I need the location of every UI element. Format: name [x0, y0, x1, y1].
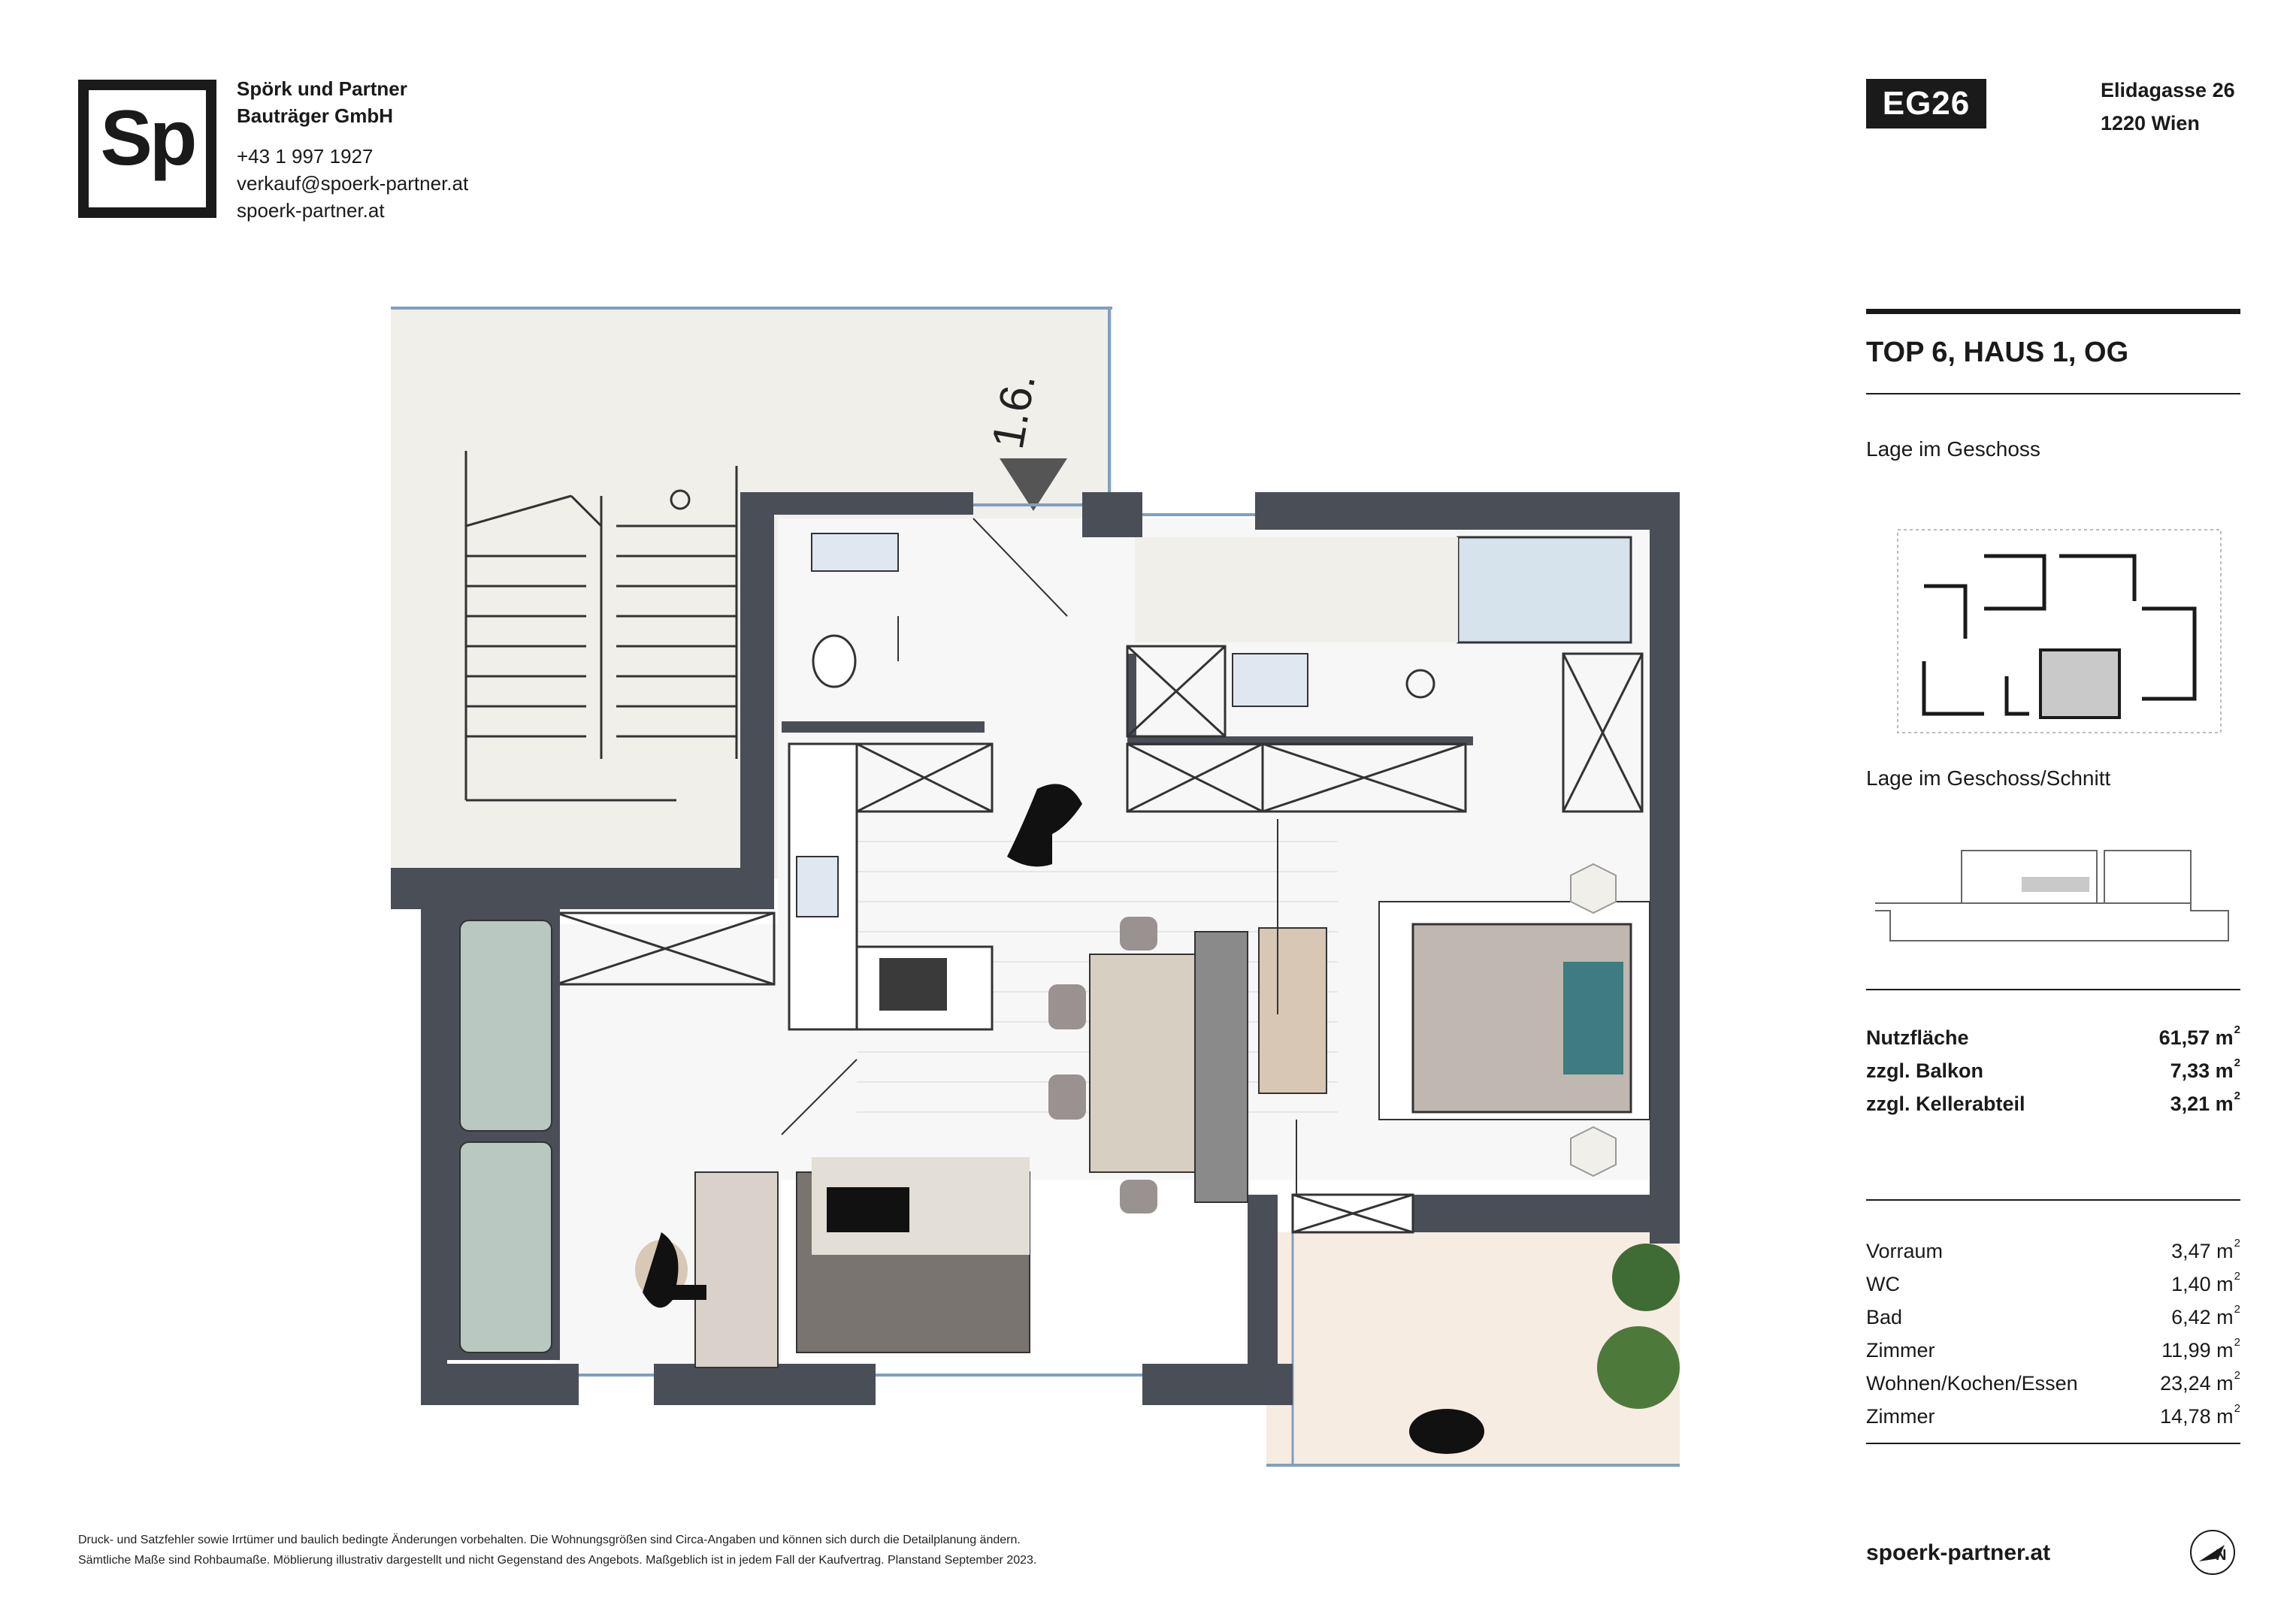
room-row [1866, 1369, 2240, 1395]
room-value: 11,99 m [2161, 1339, 2234, 1362]
bathtub [1458, 537, 1631, 642]
room-value: 3,47 m [2171, 1240, 2234, 1262]
plant-bottom-icon [1597, 1326, 1680, 1409]
pillows [1563, 962, 1623, 1074]
room-label: Vorraum [1866, 1240, 1944, 1262]
room-row [1866, 1237, 2240, 1263]
bathroom-sink [1233, 654, 1308, 706]
sideboard [1195, 932, 1248, 1202]
company-phone[interactable]: +43 1 997 1927 [237, 145, 374, 168]
address-street: Elidagasse 26 [2101, 79, 2235, 101]
area-unit-sup: 2 [2234, 1056, 2240, 1069]
area-label: zzgl. Balkon [1866, 1059, 1984, 1082]
compass-icon [2189, 1528, 2237, 1576]
keyplan-highlight [2040, 650, 2119, 718]
title-rule [1866, 309, 2240, 314]
company-name-line2: Bauträger GmbH [237, 104, 394, 127]
sofa-cushion-top [460, 920, 552, 1131]
person-reclining-icon [827, 1187, 909, 1232]
room-value: 23,24 m [2160, 1372, 2234, 1395]
toilet [813, 636, 855, 687]
room-unit-sup: 2 [2234, 1303, 2240, 1316]
room-value: 14,78 m [2160, 1405, 2234, 1428]
compass-label: N [2216, 1547, 2227, 1564]
wc-basin [812, 533, 898, 571]
logo-text: Sp [100, 95, 195, 182]
area-value: 61,57 m [2158, 1026, 2234, 1049]
area-value: 3,21 m [2170, 1093, 2234, 1115]
company-contact [237, 143, 468, 224]
area-nutzflaeche [1866, 1023, 2240, 1050]
area-unit-sup: 2 [2234, 1023, 2240, 1036]
dining-table [1090, 954, 1202, 1172]
area-kellerabteil [1866, 1090, 2240, 1116]
room-label: Zimmer [1866, 1405, 1935, 1428]
room-unit-sup: 2 [2234, 1369, 2240, 1382]
schnitt-label: Lage im Geschoss/Schnitt [1866, 766, 2111, 790]
divider [1866, 989, 2240, 990]
area-unit-sup: 2 [2234, 1090, 2240, 1102]
unit-title: TOP 6, HAUS 1, OG [1866, 337, 2129, 368]
plant-top-icon [1612, 1244, 1680, 1311]
room-label: Bad [1866, 1306, 1903, 1328]
project-address [2101, 74, 2235, 140]
section-diagram [1875, 843, 2232, 948]
nightstand-bottom [1571, 1127, 1616, 1176]
room-unit-sup: 2 [2234, 1336, 2240, 1349]
area-label: zzgl. Kellerabteil [1866, 1093, 2025, 1115]
room-value: 1,40 m [2171, 1273, 2234, 1295]
kitchen-sink [797, 857, 838, 917]
lage-label: Lage im Geschoss [1866, 437, 2040, 461]
project-badge: EG26 [1866, 79, 1986, 128]
disclaimer-line-1: Druck- und Satzfehler sowie Irrtümer und baulich bedingte Änderungen vorbehalten. Die Wohnungsgrößen sind Circa-Angaben und können sich durch die Detailplanung ändern. [78, 1534, 1021, 1546]
room-unit-sup: 2 [2234, 1270, 2240, 1283]
disclaimer-line-2: Sämtliche Maße sind Rohbaumaße. Möblierung illustrativ dargestellt und nicht Gegenstand des Angebots. Maßgeblich ist in jedem Fall der Kaufvertrag. Planstand September 2023. [78, 1554, 1037, 1567]
area-label: Nutzfläche [1866, 1026, 1969, 1049]
dog-icon [1409, 1409, 1484, 1454]
room-unit-sup: 2 [2234, 1237, 2240, 1250]
room-label: Zimmer [1866, 1339, 1935, 1362]
area-balkon [1866, 1056, 2240, 1083]
floor-plan [376, 286, 1721, 1503]
room-unit-sup: 2 [2234, 1402, 2240, 1415]
curtain [1259, 928, 1326, 1093]
footer-url[interactable]: spoerk-partner.at [1866, 1540, 2051, 1565]
disclaimer [78, 1530, 1036, 1570]
room-label: WC [1866, 1273, 1900, 1295]
area-value: 7,33 m [2170, 1059, 2234, 1082]
room-row [1866, 1402, 2240, 1428]
company-logo [78, 80, 216, 218]
company-website[interactable]: spoerk-partner.at [237, 199, 385, 222]
room-row [1866, 1303, 2240, 1329]
desk [695, 1172, 778, 1368]
key-plan [1894, 526, 2225, 736]
company-name [237, 75, 407, 129]
section-highlight [2022, 877, 2089, 892]
company-email[interactable]: verkauf@spoerk-partner.at [237, 172, 469, 195]
cooktop [879, 958, 947, 1011]
room-row [1866, 1270, 2240, 1296]
company-name-line1: Spörk und Partner [237, 77, 407, 100]
room-row [1866, 1336, 2240, 1362]
sofa-cushion-bottom [460, 1142, 552, 1352]
room-value: 6,42 m [2171, 1306, 2234, 1328]
divider [1866, 1443, 2240, 1444]
divider [1866, 393, 2240, 394]
room-mark: 1.6. [982, 370, 1045, 453]
nightstand-top [1571, 864, 1616, 913]
room-label: Wohnen/Kochen/Essen [1866, 1372, 2078, 1395]
divider [1866, 1199, 2240, 1201]
address-city: 1220 Wien [2101, 112, 2200, 134]
